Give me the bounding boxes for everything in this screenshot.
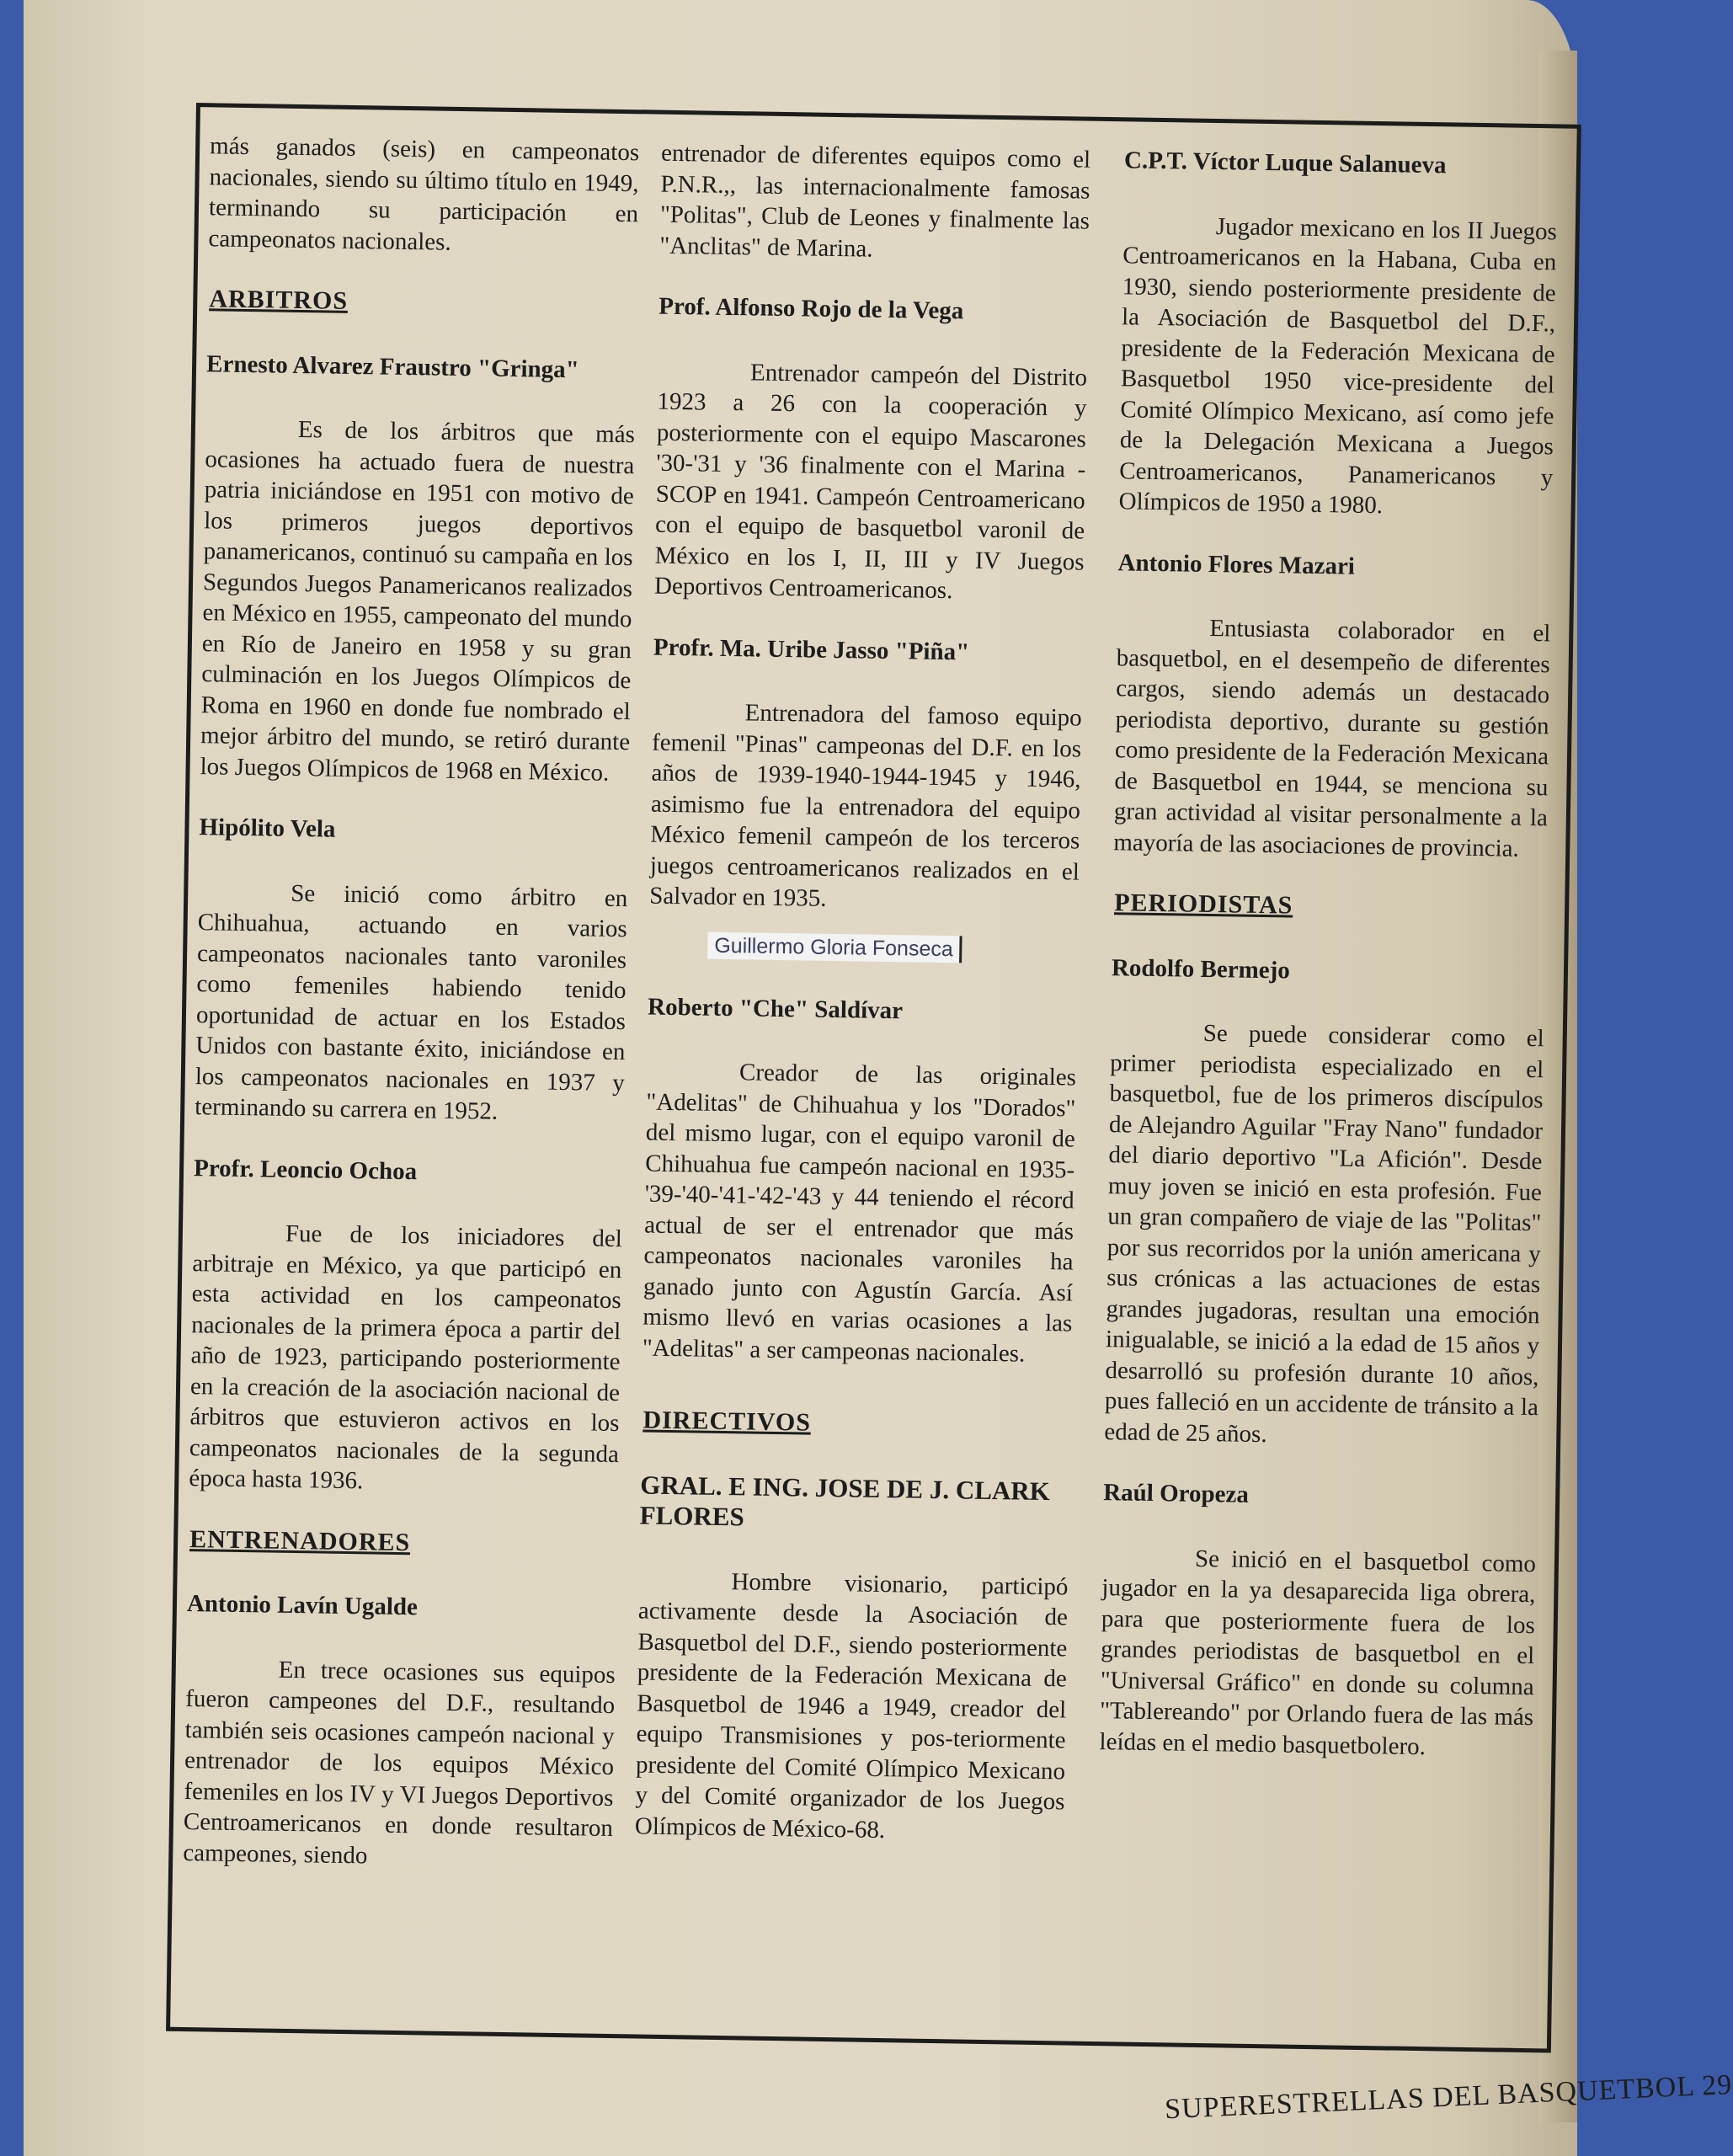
section-heading-entrenadores: ENTRENADORES [189,1524,411,1556]
person-bio: Entrenador campeón del Distrito 1923 a 26 con la cooperación y posteriormente con el equipo Mascarones '30-'31 y '36 finalmente con el Marina -SCOP en 1941. Campeón Centroamericano con el equipo de basquetbol varonil de México en los I, II, III y IV Juegos Deportivos Centroamericanos. [653,358,1088,605]
section-heading-periodistas: PERIODISTAS [1113,889,1293,920]
person-name: Profr. Leoncio Ochoa [193,1154,418,1185]
person-bio: Hombre visionario, participó activamente desde la Asociación de Basquetbol del D.F., siendo posteriormente presidente de la Federación Mexicana de Basquetbol de 1946 a 1949, creador del equipo Transmisiones y pos-teriormente presidente del Comité Olímpico Mexicano y del Comité organizador de los Juegos Olímpicos de México-68. [634,1567,1069,1844]
column-3 [1099,145,1559,1794]
person-name: Antonio Lavín Ugalde [186,1590,419,1621]
person-name: Rodolfo Bermejo [1111,953,1291,985]
col2-intro: entrenador de diferentes equipos como el P.N.R.,, las internacionalmente famosas "Politas", Club de Leones y finalmente las "Anclitas" de Marina. [659,139,1091,263]
column-1 [183,131,640,1905]
person-bio: Jugador mexicano en los II Juegos Centroamericanos en la Habana, Cuba en 1930, siendo posteriormente presidente de la Asociación de Basquetbol del D.F., presidente de la Federación Mexicana de Basquetbol 1950 vice-presidente del Comité Olímpico Mexicano, así como jefe de la Delegación Mexicana a Juegos Centroamericanos, Panamericanos y Olímpicos de 1950 a 1980. [1118,212,1558,520]
article-frame [166,103,1581,2053]
person-name: Roberto "Che" Saldívar [647,993,904,1024]
person-bio: Fue de los iniciadores del arbitraje en México, ya que participó en esta actividad en los campeonatos nacionales de la primera época a partir del año de 1923, participando posteriormente en la creación de la asociación nacional de árbitros que estuvieron activos en los campeonatos nacionales de la segunda época hasta 1936. [189,1219,623,1495]
running-footer: SUPERESTRELLAS DEL BASQUETBOL 29 [1164,2068,1733,2126]
person-name: Prof. Alfonso Rojo de la Vega [659,292,964,325]
section-heading-directivos: DIRECTIVOS [643,1406,812,1437]
person-name: Profr. Ma. Uribe Jasso "Piña" [653,633,970,666]
book-page [24,0,1733,2156]
person-bio: En trece ocasiones sus equipos fueron campeones del D.F., resultando también seis ocasiones campeón nacional y entrenador de los equipos México femeniles en los IV y VI Juegos Deportivos Centroamericanos en donde resultaron campeones, siendo [183,1656,616,1869]
person-bio: Es de los árbitros que más ocasiones ha actuado fuera de nuestra patria iniciándose en 1951 con motivo de los primeros juegos deportivos panamericanos, continuó su campaña en los Segundos Juegos Panamericanos realizados en México en 1955, campeonato del mundo en Río de Janeiro en 1958 y su gran culminación en los Juegos Olímpicos de Roma en 1960 en donde fue nombrado el mejor árbitro del mundo, se retiró durante los Juegos Olímpicos de 1968 en México. [200,415,636,787]
person-name: Antonio Flores Mazari [1117,548,1356,580]
person-bio: Se puede considerar como el primer periodista especializado en el basquetbol, fue de los primeros discípulos de Alejandro Aguilar "Fray Nano" fundador del diario deportivo "La Afición". Desde muy joven se inició en esta profesión. Fue un gran compañero de viaje de las "Politas" por sus recorridos por la unión americana y sus crónicas a las actuaciones de estas grandes jugadoras, resultan una emoción inigualable, se inició a la edad de 15 años y desarrolló su profesión durante 10 años, pues falleció en un accidente de tránsito a la edad de 25 años. [1104,1019,1544,1448]
person-bio: Se inició como árbitro en Chihuahua, actuando en varios campeonatos nacionales tanto varoniles como femeniles habiendo tenido oportunidad de actuar en los Estados Unidos con bastante éxito, iniciándose en los campeonatos nacionales en 1937 y terminando su carrera en 1952. [195,879,628,1125]
person-name: GRAL. E ING. JOSE DE J. CLARK FLORES [639,1469,1051,1532]
person-bio: Creador de las originales "Adelitas" de Chihuahua y los "Dorados" del mismo lugar, con el equipo varonil de Chihuahua fue campeón nacional en 1935-'39-'40-'41-'42-'43 y 44 teniendo el récord actual de ser el entrenador que más campeonatos nacionales varoniles ha ganado junto con Agustín García. Así mismo llevó en varias ocasiones a las "Adelitas" a ser campeonas nacionales. [642,1059,1077,1368]
person-bio: Entusiasta colaborador en el basquetbol, en el desempeño de diferentes cargos, siendo además un destacado periodista deportivo, durante su gestión como presidente de la Federación Mexicana de Basquetbol en 1944, se menciona su gran actividad al visitar personalmente a la mayoría de las asociaciones de provincia. [1113,614,1551,862]
col1-intro: más ganados (seis) en campeonatos nacionales, siendo su último título en 1949, terminando su participación en campeonatos nacionales. [208,132,640,256]
person-name: Ernesto Alvarez Fraustro "Gringa" [205,350,580,383]
photo-caption-label: Guillermo Gloria Fonseca [707,931,962,963]
person-bio: Entrenadora del famoso equipo femenil "Pinas" campeonas del D.F. en los años de 1939-1940-1944-1945 y 1946, asimismo fue la entrenadora del equipo México femenil campeón de los terceros juegos centroamericanos realizados en el Salvador en 1935. [649,699,1082,912]
person-bio: Se inició en el basquetbol como jugador en la ya desaparecida liga obrera, para que posteriormente fuera de los grandes periodistas de basquetbol en el "Universal Gráfico" en donde su columna "Tablereando" por Orlando fuera de las más leídas en el medio basquetbolero. [1099,1545,1537,1760]
person-name: Raúl Oropeza [1102,1479,1250,1508]
column-2 [634,138,1090,1879]
person-name: Hipólito Vela [199,814,336,843]
section-heading-arbitros: ARBITROS [209,285,349,315]
person-name: C.P.T. Víctor Luque Salanueva [1123,147,1447,179]
